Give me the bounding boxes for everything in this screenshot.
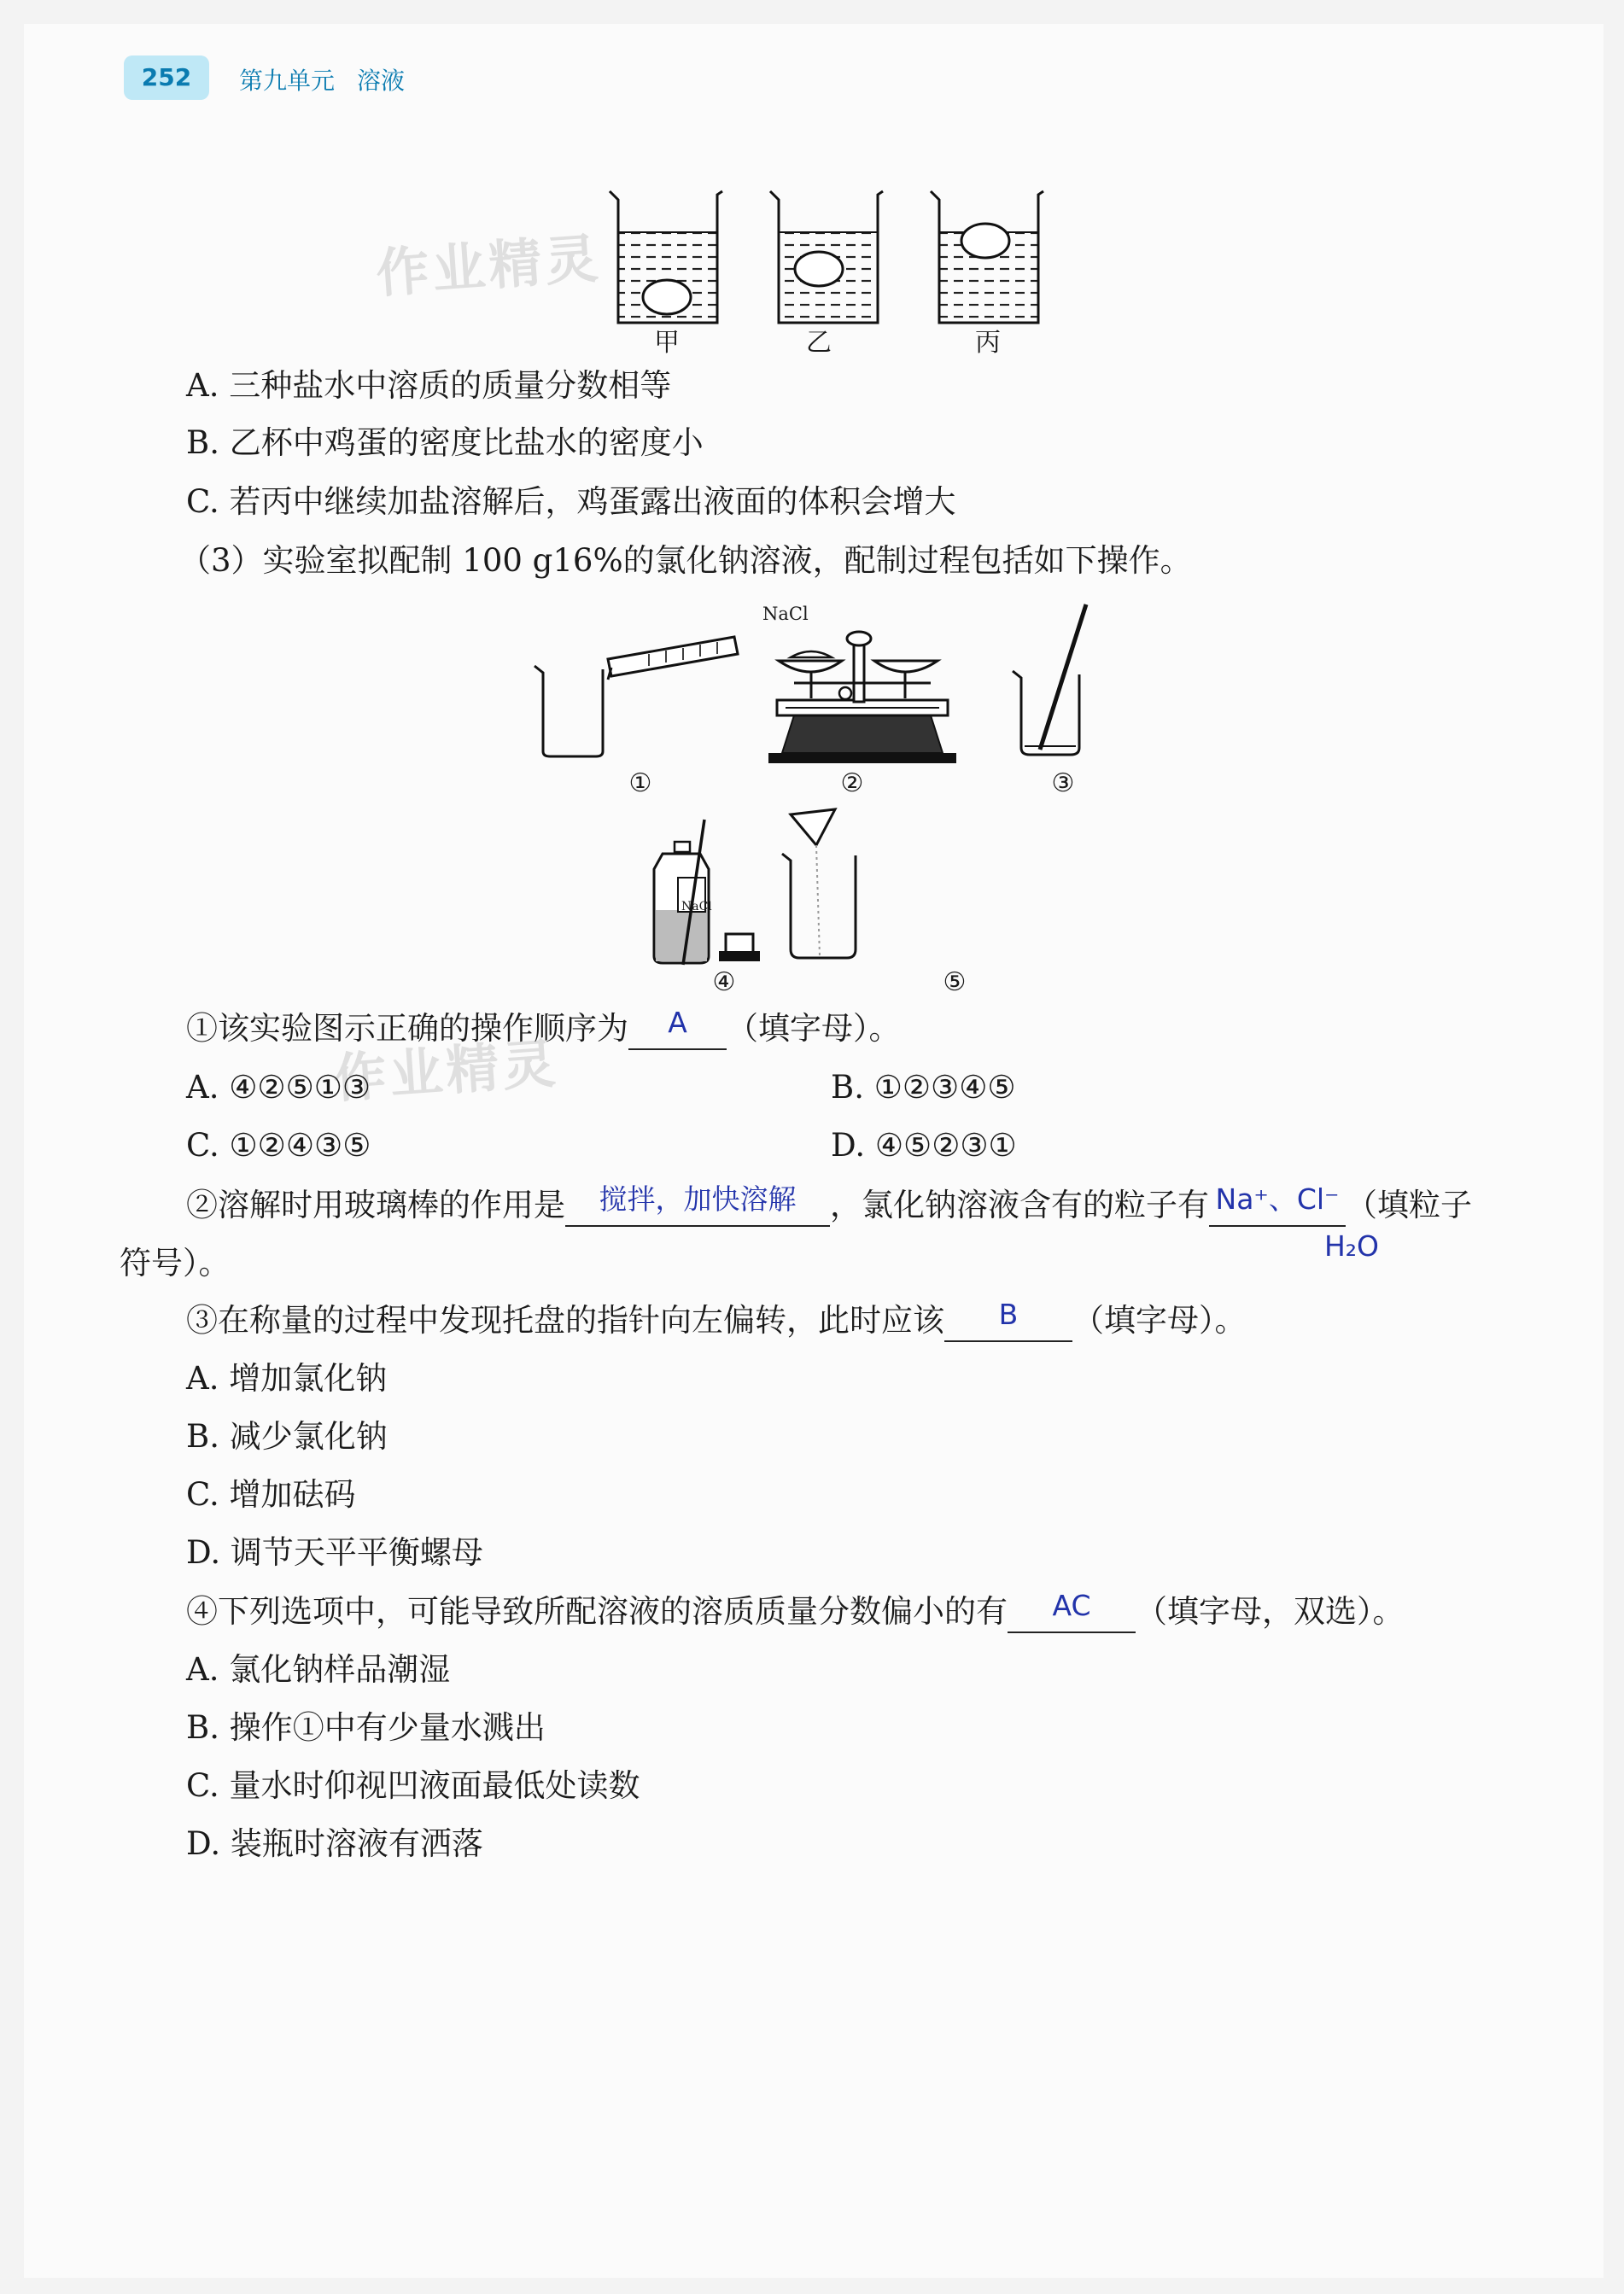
q2-option-a: A. 三种盐水中溶质的质量分数相等 <box>186 367 672 404</box>
sub2-blank1[interactable] <box>565 1182 830 1227</box>
step5-add-nacl <box>782 809 856 958</box>
topic-name: 溶液 <box>357 67 406 95</box>
label-step4: ④ <box>712 967 736 997</box>
sub4-post: （填字母，双选）。 <box>1136 1593 1405 1630</box>
sub4-answer: AC <box>1052 1589 1091 1622</box>
q2-option-b: B. 乙杯中鸡蛋的密度比盐水的密度小 <box>186 424 704 461</box>
sub4-option-a: A. 氯化钠样品潮湿 <box>186 1651 451 1688</box>
sub1-stem <box>186 1006 901 1050</box>
sub4-pre: ④下列选项中，可能导致所配溶液的溶质质量分数偏小的有 <box>186 1593 1008 1630</box>
unit-name: 第九单元 <box>239 67 336 95</box>
sub4-stem <box>186 1589 1405 1633</box>
step1-pour-water <box>535 637 738 756</box>
sub1-option-b: B. ①②③④⑤ <box>831 1069 1016 1106</box>
sub4-blank[interactable] <box>1008 1589 1136 1633</box>
watermark: 作业精灵 <box>331 1031 561 1111</box>
caption-yi: 乙 <box>806 328 832 358</box>
sub4-option-c: C. 量水时仰视凹液面最低处读数 <box>186 1767 640 1804</box>
sub1-option-c: C. ①②④③⑤ <box>186 1127 371 1164</box>
sub1-post: （填字母）。 <box>727 1010 901 1047</box>
caption-bing: 丙 <box>975 328 1001 358</box>
q3-stem: （3）实验室拟配制 100 g16%的氯化钠溶液，配制过程包括如下操作。 <box>179 542 1192 579</box>
sub4-option-d: D. 装瓶时溶液有洒落 <box>186 1825 483 1862</box>
sub1-answer: A <box>668 1006 687 1039</box>
sub2-mid: ，氯化钠溶液含有的粒子有 <box>830 1187 1209 1223</box>
sub1-pre: ①该实验图示正确的操作顺序为 <box>186 1010 628 1047</box>
label-step1: ① <box>628 768 652 798</box>
sub4-option-b: B. 操作①中有少量水溅出 <box>186 1709 546 1746</box>
sub3-option-a: A. 增加氯化钠 <box>186 1360 388 1397</box>
sub2-pre: ②溶解时用玻璃棒的作用是 <box>186 1187 565 1223</box>
beaker-yi <box>770 191 883 323</box>
page-number: 252 <box>124 55 209 100</box>
watermark: 作业精灵 <box>374 226 604 306</box>
beaker-bing <box>931 191 1043 323</box>
label-step2: ② <box>840 768 864 798</box>
sub2-blank2[interactable] <box>1209 1182 1346 1227</box>
sub3-option-b: B. 减少氯化钠 <box>186 1418 388 1455</box>
sub1-option-a: A. ④②⑤①③ <box>186 1069 371 1106</box>
bottle-nacl-label: NaCl <box>681 900 712 914</box>
sub3-option-c: C. 增加砝码 <box>186 1476 356 1513</box>
nacl-label: NaCl <box>762 604 809 624</box>
sub2-answer1: 搅拌，加快溶解 <box>599 1182 797 1216</box>
sub2-answer2-bottom: H₂O <box>1323 1229 1380 1263</box>
sub2-post: （填粒子 <box>1346 1187 1472 1223</box>
sub3-post: （填字母）。 <box>1072 1302 1247 1339</box>
sub1-blank[interactable] <box>628 1006 727 1050</box>
sub2-cont: 符号）。 <box>120 1245 231 1281</box>
step2-balance <box>768 632 956 763</box>
caption-jia: 甲 <box>654 328 680 358</box>
label-step3: ③ <box>1051 768 1075 798</box>
sub3-answer: B <box>998 1298 1019 1331</box>
sub1-option-d: D. ④⑤②③① <box>831 1127 1017 1164</box>
q2-option-c: C. 若丙中继续加盐溶解后，鸡蛋露出液面的体积会增大 <box>186 483 956 520</box>
sub3-pre: ③在称量的过程中发现托盘的指针向左偏转，此时应该 <box>186 1302 944 1339</box>
sub3-blank[interactable] <box>944 1298 1072 1342</box>
sub2-stem <box>186 1182 1472 1227</box>
sub2-answer2-top: Na⁺、Cl⁻ <box>1215 1182 1340 1216</box>
sub3-option-d: D. 调节天平平衡螺母 <box>186 1534 483 1571</box>
step3-dissolve <box>1013 604 1086 755</box>
label-step5: ⑤ <box>943 967 967 997</box>
step4-take-nacl <box>654 820 760 965</box>
beaker-jia <box>610 191 722 323</box>
sub3-stem <box>186 1298 1247 1342</box>
unit-title <box>239 62 427 96</box>
